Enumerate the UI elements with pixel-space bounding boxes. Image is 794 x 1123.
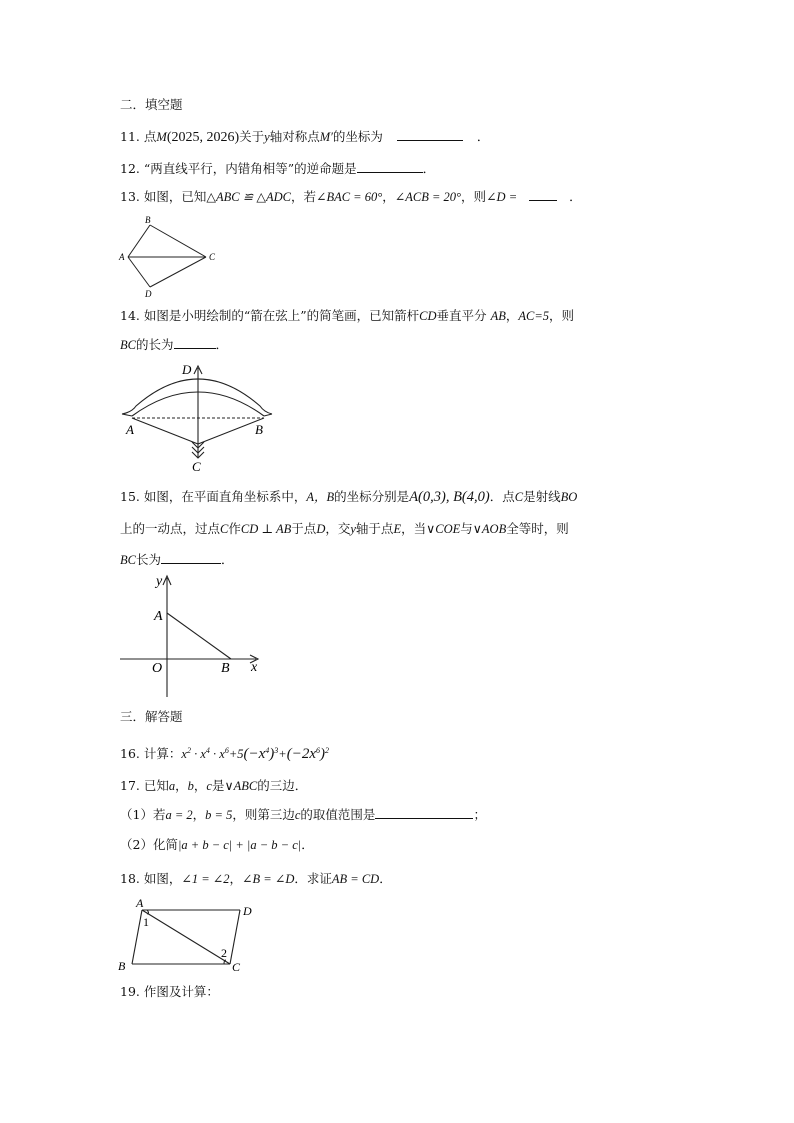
question-16 <box>120 742 329 763</box>
text: ． <box>215 337 229 352</box>
text: 于点 <box>291 521 317 536</box>
text: ，当 <box>401 521 427 536</box>
text: ，则 <box>461 189 487 204</box>
math-expr: AB = CD <box>331 872 380 886</box>
math-var: AB <box>490 309 506 323</box>
text: ． <box>379 871 392 886</box>
text: ， <box>505 308 519 323</box>
math-op: + <box>278 747 287 762</box>
label-y: y <box>156 574 163 589</box>
math-group: (−x <box>243 746 266 763</box>
label-b: B <box>145 215 151 225</box>
exponent: 4 <box>265 746 270 755</box>
question-number: 18. <box>120 871 140 886</box>
math-var: x <box>219 747 225 762</box>
text: ，则 <box>549 308 575 323</box>
text: ， <box>175 778 188 793</box>
question-19 <box>120 983 219 1001</box>
exponent: 6 <box>224 746 229 755</box>
exponent: 4 <box>205 746 210 755</box>
text: 的三边． <box>257 778 308 793</box>
answer-blank[interactable] <box>174 336 216 349</box>
question-17 <box>120 777 307 795</box>
question-12 <box>120 160 435 178</box>
math-expr: ∠ACB = 20° <box>394 190 462 204</box>
question-number: 12. <box>120 161 140 176</box>
text: ． <box>301 837 314 852</box>
text: ， <box>382 189 395 204</box>
answer-blank[interactable] <box>529 188 557 201</box>
label-a: A <box>126 422 134 437</box>
text: ．点 <box>489 489 515 504</box>
text: 上的一动点，过点 <box>120 521 221 536</box>
text: ． <box>569 189 582 204</box>
label-c: C <box>209 252 216 262</box>
math-var: c <box>206 779 212 793</box>
question-number: 17. <box>120 778 140 793</box>
exponent: 6 <box>316 746 321 755</box>
math-var: BO <box>560 490 578 504</box>
q14-bow-arrow-figure <box>118 360 278 475</box>
math-expr: AC=5 <box>518 309 550 323</box>
question-11 <box>120 128 489 147</box>
math-expression <box>181 747 329 761</box>
math-paren: ) <box>320 746 326 763</box>
label-b: B <box>255 422 263 437</box>
question-18 <box>120 870 392 888</box>
math-expr: |a + b − c| + |a − b − c| <box>177 838 302 852</box>
text: 如图， <box>143 871 182 886</box>
text: 计算： <box>143 746 182 762</box>
math-var: y <box>264 130 270 144</box>
question-number: 13. <box>120 189 140 204</box>
math-expr: CD ⊥ AB <box>240 522 292 536</box>
text: ； <box>473 807 486 822</box>
label-x: x <box>251 660 258 675</box>
text: 是 <box>211 778 225 793</box>
math-expr: ∠D = <box>486 190 518 204</box>
text: 作图及计算： <box>143 984 219 999</box>
text: 点 <box>143 129 157 144</box>
math-expr: b = 5 <box>205 808 233 822</box>
text: ．求证 <box>294 871 332 886</box>
text: ，交 <box>325 521 351 536</box>
label-o: O <box>152 661 163 676</box>
question-15-line-2 <box>120 520 569 538</box>
math-group: (−2x <box>286 746 317 763</box>
text: 的坐标分别是 <box>334 489 410 504</box>
text: ． <box>476 129 490 144</box>
text: 全等时，则 <box>506 521 569 536</box>
text: 垂直平分 <box>436 308 487 323</box>
text: 如图，已知 <box>143 189 207 204</box>
text: 的取值范围是 <box>300 807 376 822</box>
text: 如图，在平面直角坐标系中， <box>143 489 307 504</box>
text: （2）化简 <box>120 837 178 852</box>
text: 轴于点 <box>355 521 394 536</box>
label-c: C <box>232 960 241 974</box>
section-solve-title: 三．解答题 <box>120 709 183 724</box>
label-b: B <box>118 959 126 973</box>
math-expr: ∨ABC <box>224 779 258 793</box>
question-number: 16. <box>120 746 140 762</box>
question-17-part-2 <box>120 836 314 854</box>
math-expr: ∠BAC = 60° <box>315 190 383 204</box>
math-expr: ∨COE <box>426 522 461 536</box>
math-var: BC <box>120 338 136 352</box>
text: 已知 <box>143 778 169 793</box>
label-a: A <box>136 896 144 910</box>
exponent: 3 <box>274 746 279 755</box>
text: 如图是小明绘制的“箭在弦上”的简笔画，已知箭杆 <box>143 308 420 323</box>
text: 的坐标为 <box>332 129 383 144</box>
math-var: y <box>350 522 356 536</box>
math-var: a <box>168 779 176 793</box>
section-fill-blank-title: 二．填空题 <box>120 97 183 112</box>
label-c: C <box>192 459 201 474</box>
math-expr: ∨AOB <box>472 522 507 536</box>
math-var: D <box>316 522 326 536</box>
q13-kite-figure <box>118 212 222 300</box>
math-paren: ) <box>269 746 275 763</box>
label-d: D <box>243 904 252 918</box>
answer-blank[interactable] <box>161 551 221 564</box>
label-a: A <box>154 609 163 624</box>
math-var: M′ <box>319 130 333 144</box>
question-number: 15. <box>120 489 140 504</box>
question-15 <box>120 488 577 506</box>
question-number: 14. <box>120 308 140 323</box>
math-var: b <box>187 779 194 793</box>
text: 与 <box>460 521 473 536</box>
text: “两直线平行，内错角相等”的逆命题是 <box>143 161 357 176</box>
math-var: A，B <box>306 490 335 504</box>
math-expr: a = 2 <box>165 808 193 822</box>
math-var: BC <box>120 553 136 567</box>
math-coords: (2025, 2026) <box>166 130 240 145</box>
text: ， <box>229 871 243 886</box>
math-op: +5 <box>228 747 244 762</box>
text: 作 <box>228 521 241 536</box>
label-d: D <box>145 289 152 299</box>
q15-coordinate-figure <box>118 570 268 700</box>
label-b: B <box>221 661 230 676</box>
text: 是射线 <box>523 489 561 504</box>
text: 关于 <box>239 129 265 144</box>
question-13 <box>120 188 582 206</box>
question-17-part-1 <box>120 806 486 824</box>
exponent: 2 <box>186 746 191 755</box>
answer-blank[interactable] <box>397 128 463 141</box>
label-angle-2: 2 <box>221 946 227 960</box>
math-expr: ∠B = ∠D <box>242 872 295 886</box>
math-var: C <box>220 522 229 536</box>
math-var: E <box>393 522 402 536</box>
math-var: c <box>294 808 301 822</box>
question-14-line-2 <box>120 336 228 354</box>
question-number: 11. <box>120 129 140 144</box>
math-expr: ∠1 = ∠2 <box>181 872 230 886</box>
text: ． <box>422 161 436 176</box>
text: ，则第三边 <box>232 807 295 822</box>
label-angle-1: 1 <box>143 915 149 929</box>
text: （1）若 <box>120 807 166 822</box>
answer-blank[interactable] <box>375 806 473 819</box>
question-number: 19. <box>120 984 140 999</box>
math-var: x <box>200 747 206 762</box>
exponent: 2 <box>325 746 330 755</box>
label-a: A <box>119 252 125 262</box>
math-var: CD <box>419 309 437 323</box>
text: ， <box>193 778 207 793</box>
answer-blank[interactable] <box>357 160 423 173</box>
math-expr: △ABC ≌ △ADC <box>206 190 291 204</box>
text: 的长为 <box>135 337 174 352</box>
text: ，若 <box>290 189 316 204</box>
text: 长为 <box>135 552 161 567</box>
math-var: M <box>156 130 167 144</box>
question-15-line-3 <box>120 551 234 569</box>
text: ． <box>221 552 234 567</box>
math-var: C <box>514 490 524 504</box>
math-op: · <box>213 747 217 762</box>
question-14 <box>120 307 574 325</box>
math-op: · <box>194 747 198 762</box>
q18-parallelogram-figure <box>116 896 258 974</box>
math-var: x <box>181 747 187 762</box>
label-d: D <box>182 362 192 377</box>
math-coords: A(0,3), B(4,0) <box>409 489 490 505</box>
text: ， <box>192 807 206 822</box>
text: 轴对称点 <box>269 129 320 144</box>
